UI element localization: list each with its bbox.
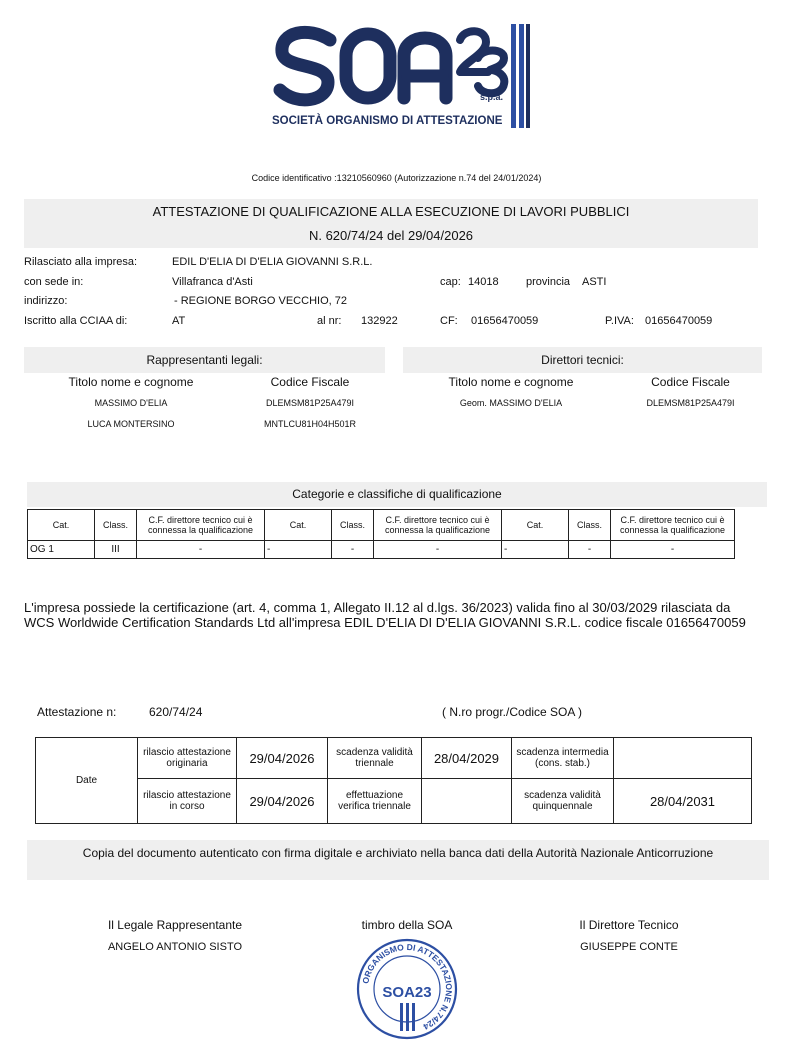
footer-note: Copia del documento autenticato con firma digitale e archiviato nella banca dati della Autorità Nazionale Anticorruzione (27, 840, 769, 880)
seat-label: con sede in: (24, 276, 84, 288)
cat-value: - (502, 541, 569, 559)
cf-value: 01656470059 (471, 315, 539, 327)
cf-director-value: - (611, 541, 735, 559)
stamp-brand: SOA23 (382, 984, 432, 1001)
certification-text: L'impresa possiede la certificazione (art. 4, comma 1, Allegato II.12 al d.lgs. 36/2023) valida fino al 30/03/2029 rilasciata da WCS Worldwide Certification Standards Ltd all'impresa EDIL D'ELIA DI D'ELIA GIOVANNI S.R.L. codice fiscale 01656470059 (24, 600, 746, 630)
legal-reps-title: Rappresentanti legali: (24, 347, 385, 373)
legal-rep-title: Il Legale Rappresentante (107, 918, 243, 932)
tri-verify-label: effettuazione verifica triennale (328, 779, 422, 824)
code-line: Codice identificativo :13210560960 (Autorizzazione n.74 del 24/01/2024) (251, 173, 542, 183)
legal-rep-signer: ANGELO ANTONIO SISTO (107, 941, 243, 953)
legal-rep-cf: DLEMSM81P25A479I (265, 398, 355, 408)
five-expiry-value: 28/04/2031 (614, 779, 752, 824)
dates-row-label: Date (36, 738, 138, 824)
issued-label: Rilasciato alla impresa: (24, 256, 138, 268)
tri-expiry-label: scadenza validità triennale (328, 738, 422, 779)
current-release-label: rilascio attestazione in corso (138, 779, 237, 824)
current-release-value: 29/04/2026 (237, 779, 328, 824)
address-value: - REGIONE BORGO VECCHIO, 72 (174, 295, 347, 307)
class-header: Class. (95, 510, 137, 541)
document-number: N. 620/74/24 del 29/04/2026 (308, 228, 474, 243)
piva-label: P.IVA: (605, 315, 634, 327)
cap-value: 14018 (468, 276, 499, 288)
cciaa-label: Iscritto alla CCIAA di: (24, 315, 128, 327)
tech-col-name: Titolo nome e cognome (448, 375, 574, 389)
categories-table (27, 509, 735, 559)
cap-label: cap: (440, 276, 461, 288)
seat-value: Villafranca d'Asti (172, 276, 253, 288)
director-signer: GIUSEPPE CONTE (580, 941, 678, 953)
attestation-label: Attestazione n: (37, 705, 117, 719)
cf-label: CF: (440, 315, 458, 327)
cat-header: Cat. (502, 510, 569, 541)
five-expiry-label: scadenza validità quinquennale (512, 779, 614, 824)
document-title: ATTESTAZIONE DI QUALIFICAZIONE ALLA ESECUZIONE DI LAVORI PUBBLICI (152, 204, 630, 219)
tri-expiry-value: 28/04/2029 (422, 738, 512, 779)
address-label: indirizzo: (24, 295, 68, 307)
cf-director-header: C.F. direttore tecnico cui è connessa la qualificazione (374, 510, 502, 541)
nr-label: al nr: (317, 315, 342, 327)
director-title: Il Direttore Tecnico (579, 918, 679, 932)
cat-value: OG 1 (28, 541, 95, 559)
categories-title: Categorie e classifiche di qualificazione (27, 482, 767, 507)
soa-stamp (356, 935, 458, 1043)
legal-rep-name: MASSIMO D'ELIA (94, 398, 168, 408)
orig-release-value: 29/04/2026 (237, 738, 328, 779)
tech-directors-title: Direttori tecnici: (403, 347, 762, 373)
cf-director-header: C.F. direttore tecnico cui è connessa la qualificazione (137, 510, 265, 541)
issued-value: EDIL D'ELIA DI D'ELIA GIOVANNI S.R.L. (172, 256, 373, 268)
class-header: Class. (569, 510, 611, 541)
stamp-ring-text: ORGANISMO DI ATTESTAZIONE N.74/24 (360, 941, 455, 1032)
legal-col-name: Titolo nome e cognome (68, 375, 194, 389)
orig-release-label: rilascio attestazione originaria (138, 738, 237, 779)
soa23-logo (268, 18, 530, 133)
province-value: ASTI (582, 276, 607, 288)
logo-suffix: s.p.a. (480, 92, 504, 102)
logo-subtitle: SOCIETÀ ORGANISMO DI ATTESTAZIONE (272, 115, 503, 127)
tri-verify-value (422, 779, 512, 824)
attestation-code-note: ( N.ro progr./Codice SOA ) (442, 705, 583, 719)
cat-header: Cat. (265, 510, 332, 541)
cciaa-value: AT (172, 315, 186, 327)
class-header: Class. (332, 510, 374, 541)
attestation-value: 620/74/24 (149, 705, 203, 719)
dates-table (35, 737, 752, 824)
class-value: - (569, 541, 611, 559)
legal-rep-cf: MNTLCU81H04H501R (263, 419, 357, 429)
stamp-title: timbro della SOA (361, 918, 453, 932)
intermediate-expiry-value (614, 738, 752, 779)
legal-rep-name: LUCA MONTERSINO (87, 419, 175, 429)
cf-director-value: - (374, 541, 502, 559)
tech-director-cf: DLEMSM81P25A479I (646, 398, 735, 408)
piva-value: 01656470059 (645, 315, 713, 327)
province-label: provincia (526, 276, 571, 288)
class-value: III (95, 541, 137, 559)
intermediate-expiry-label: scadenza intermedia (cons. stab.) (512, 738, 614, 779)
tech-director-name: Geom. MASSIMO D'ELIA (459, 398, 563, 408)
class-value: - (332, 541, 374, 559)
cf-director-value: - (137, 541, 265, 559)
tech-col-cf: Codice Fiscale (651, 375, 730, 389)
cf-director-header: C.F. direttore tecnico cui è connessa la qualificazione (611, 510, 735, 541)
cat-header: Cat. (28, 510, 95, 541)
cat-value: - (265, 541, 332, 559)
nr-value: 132922 (361, 315, 398, 327)
legal-col-cf: Codice Fiscale (270, 375, 350, 389)
